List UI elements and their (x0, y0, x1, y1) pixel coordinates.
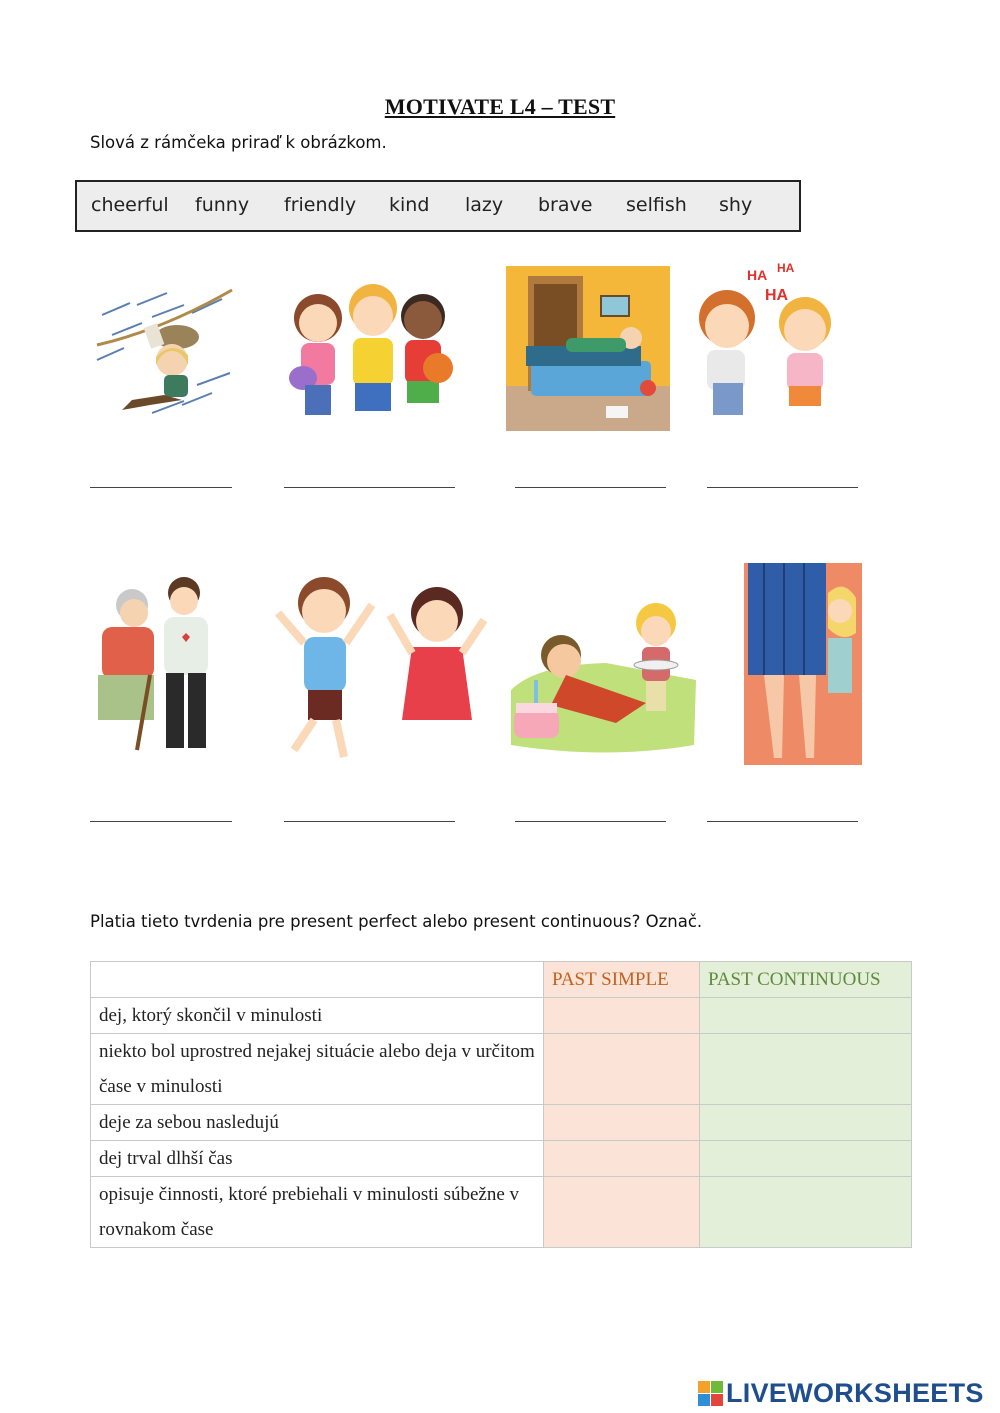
past-simple-checkbox-cell[interactable] (544, 1141, 700, 1177)
past-simple-checkbox-cell[interactable] (544, 1177, 700, 1248)
statement-cell: dej trval dlhší čas (91, 1141, 544, 1177)
answer-line-7[interactable] (515, 821, 666, 822)
kind-helper-illustration (92, 575, 227, 757)
word-bank-item[interactable]: kind (389, 194, 430, 216)
tense-table (90, 961, 912, 1248)
answer-line-4[interactable] (707, 487, 858, 488)
svg-text:HA: HA (765, 287, 789, 304)
header-past-continuous: PAST CONTINUOUS (700, 962, 912, 998)
selfish-boy-cake-illustration (506, 595, 698, 763)
instruction-table: Platia tieto tvrdenia pre present perfect alebo present continuous? Označ. (90, 912, 703, 931)
table-row (91, 1105, 912, 1141)
word-bank-item[interactable]: shy (719, 194, 753, 216)
past-continuous-checkbox-cell[interactable] (700, 1141, 912, 1177)
brave-climber-illustration (92, 285, 237, 425)
answer-line-5[interactable] (90, 821, 232, 822)
statement-cell: deje za sebou nasledujú (91, 1105, 544, 1141)
lazy-boy-illustration (506, 266, 670, 431)
svg-text:HA: HA (777, 261, 795, 275)
answer-line-3[interactable] (515, 487, 666, 488)
answer-line-8[interactable] (707, 821, 858, 822)
past-continuous-checkbox-cell[interactable] (700, 1177, 912, 1248)
table-header-blank (91, 962, 544, 998)
svg-text:HA: HA (747, 267, 768, 283)
past-simple-checkbox-cell[interactable] (544, 1105, 700, 1141)
table-row (91, 998, 912, 1034)
table-row (91, 1177, 912, 1248)
word-bank-item[interactable]: lazy (465, 194, 504, 216)
table-row (91, 1034, 912, 1105)
funny-laughing-kids-illustration (685, 258, 870, 430)
statement-cell: niekto bol uprostred nejakej situácie alebo deja v určitom čase v minulosti (91, 1034, 544, 1105)
answer-line-6[interactable] (284, 821, 455, 822)
past-continuous-checkbox-cell[interactable] (700, 1034, 912, 1105)
word-bank-item[interactable]: cheerful (91, 194, 169, 216)
statement-cell: opisuje činnosti, ktoré prebiehali v minulosti súbežne v rovnakom čase (91, 1177, 544, 1248)
word-bank-item[interactable]: friendly (284, 194, 357, 216)
table-row (91, 1141, 912, 1177)
answer-line-1[interactable] (90, 487, 232, 488)
instruction-matching: Slová z rámčeka priraď k obrázkom. (90, 133, 387, 152)
logo-text: LIVEWORKSHEETS (726, 1378, 984, 1408)
table-header-row (91, 962, 912, 998)
answer-line-2[interactable] (284, 487, 455, 488)
past-simple-checkbox-cell[interactable] (544, 998, 700, 1034)
past-continuous-checkbox-cell[interactable] (700, 998, 912, 1034)
friendly-kids-illustration (283, 278, 458, 433)
logo-grid-icon (698, 1381, 724, 1407)
word-bank-item[interactable]: funny (195, 194, 250, 216)
shy-girl-illustration (744, 563, 862, 765)
past-simple-checkbox-cell[interactable] (544, 1034, 700, 1105)
word-bank-item[interactable]: brave (538, 194, 593, 216)
statement-cell: dej, ktorý skončil v minulosti (91, 998, 544, 1034)
word-box (75, 180, 801, 232)
page-title: MOTIVATE L4 – TEST (384, 94, 616, 119)
header-past-simple: PAST SIMPLE (544, 962, 700, 998)
cheerful-jumping-kids-illustration (272, 575, 492, 765)
word-bank-item[interactable]: selfish (626, 194, 687, 216)
past-continuous-checkbox-cell[interactable] (700, 1105, 912, 1141)
